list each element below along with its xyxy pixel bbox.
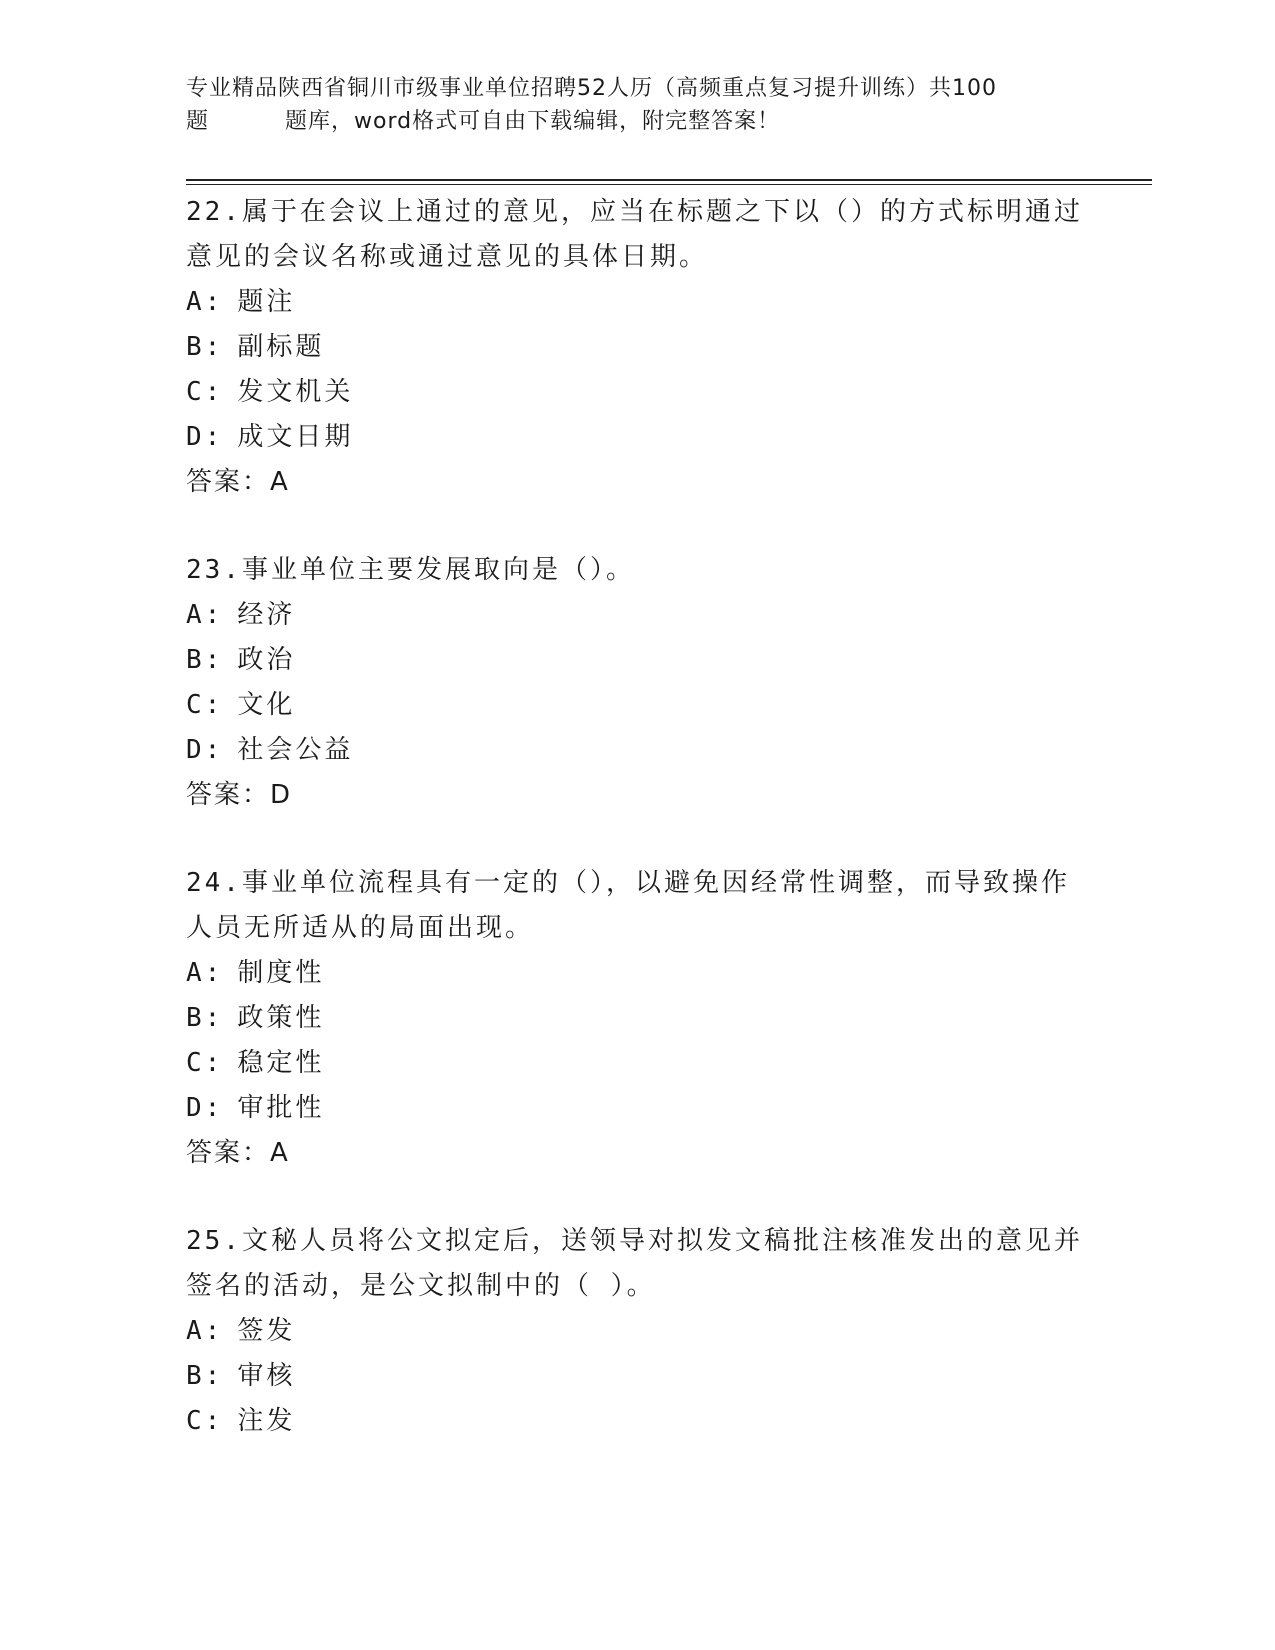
option-key: D: bbox=[186, 422, 224, 452]
option-text: 社会公益 bbox=[237, 735, 354, 765]
option-text: 注发 bbox=[237, 1406, 296, 1436]
option-key: D: bbox=[186, 735, 224, 765]
option-text: 签发 bbox=[237, 1316, 296, 1346]
question-stem-line: 意见的会议名称或通过意见的具体日期。 bbox=[186, 242, 709, 272]
option-key: B: bbox=[186, 1003, 224, 1033]
question-22 bbox=[186, 190, 1086, 505]
question-stem-line: 24.事业单位流程具有一定的（），以避免因经常性调整，而导致操作 bbox=[186, 868, 1070, 898]
option-c bbox=[186, 683, 1086, 728]
answer-line: 答案：A bbox=[186, 1138, 290, 1168]
question-stem-line: 签名的活动，是公文拟制中的（ ）。 bbox=[186, 1271, 656, 1301]
option-c bbox=[186, 370, 1086, 415]
option-d bbox=[186, 728, 1086, 773]
option-text: 审核 bbox=[237, 1361, 296, 1391]
question-24 bbox=[186, 861, 1086, 1176]
question-stem-line: 22.属于在会议上通过的意见，应当在标题之下以（）的方式标明通过 bbox=[186, 197, 1083, 227]
option-key: D: bbox=[186, 1093, 224, 1123]
option-key: C: bbox=[186, 690, 224, 720]
option-key: C: bbox=[186, 1406, 224, 1436]
option-text: 文化 bbox=[237, 690, 296, 720]
option-text: 成文日期 bbox=[237, 422, 354, 452]
header-line-2 bbox=[186, 105, 1066, 138]
option-key: A: bbox=[186, 1316, 224, 1346]
option-text: 经济 bbox=[237, 600, 296, 630]
question-list bbox=[186, 190, 1086, 1487]
option-key: A: bbox=[186, 600, 224, 630]
answer-line: 答案：A bbox=[186, 467, 290, 497]
option-d bbox=[186, 415, 1086, 460]
option-key: A: bbox=[186, 958, 224, 988]
option-text: 题注 bbox=[237, 287, 296, 317]
question-stem-line: 25.文秘人员将公文拟定后，送领导对拟发文稿批注核准发出的意见并 bbox=[186, 1226, 1083, 1256]
option-d bbox=[186, 1086, 1086, 1131]
document-header bbox=[186, 72, 1066, 138]
option-key: B: bbox=[186, 1361, 224, 1391]
header-line-1: 专业精品陕西省铜川市级事业单位招聘52人历（高频重点复习提升训练）共100 bbox=[186, 76, 997, 101]
option-a bbox=[186, 951, 1086, 996]
question-25 bbox=[186, 1219, 1086, 1444]
header-rule-thin bbox=[186, 184, 1152, 185]
header-line-2-start: 题 bbox=[186, 109, 210, 134]
option-key: A: bbox=[186, 287, 224, 317]
option-a bbox=[186, 1309, 1086, 1354]
option-text: 稳定性 bbox=[237, 1048, 325, 1078]
option-b bbox=[186, 996, 1086, 1041]
question-23 bbox=[186, 548, 1086, 818]
header-rule-thick bbox=[186, 179, 1152, 181]
option-text: 发文机关 bbox=[237, 377, 354, 407]
option-text: 政策性 bbox=[237, 1003, 325, 1033]
option-key: C: bbox=[186, 377, 224, 407]
question-stem-line: 人员无所适从的局面出现。 bbox=[186, 913, 535, 943]
option-key: C: bbox=[186, 1048, 224, 1078]
option-text: 政治 bbox=[237, 645, 296, 675]
option-a bbox=[186, 280, 1086, 325]
option-key: B: bbox=[186, 332, 224, 362]
option-c bbox=[186, 1399, 1086, 1444]
option-key: B: bbox=[186, 645, 224, 675]
option-b bbox=[186, 1354, 1086, 1399]
option-text: 制度性 bbox=[237, 958, 325, 988]
option-b bbox=[186, 638, 1086, 683]
option-text: 审批性 bbox=[237, 1093, 325, 1123]
header-line-2-end: 题库，word格式可自由下载编辑，附完整答案！ bbox=[285, 109, 781, 134]
option-text: 副标题 bbox=[237, 332, 325, 362]
question-stem-line: 23.事业单位主要发展取向是（）。 bbox=[186, 555, 635, 585]
option-c bbox=[186, 1041, 1086, 1086]
option-b bbox=[186, 325, 1086, 370]
answer-line: 答案：D bbox=[186, 780, 293, 810]
option-a bbox=[186, 593, 1086, 638]
